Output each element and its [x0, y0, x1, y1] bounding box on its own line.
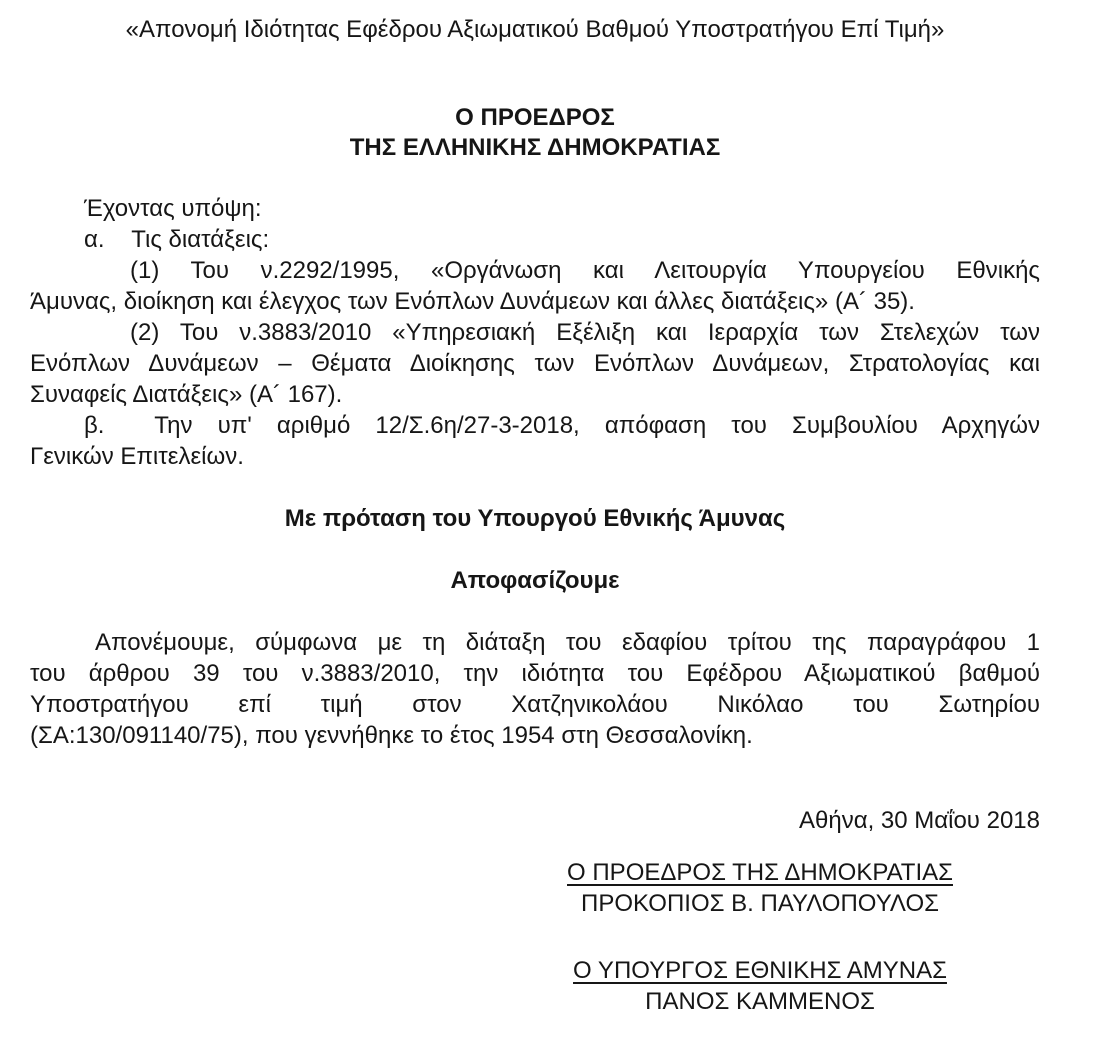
- decision-line2: του άρθρου 39 του ν.3883/2010, την ιδιότητα του Εφέδρου Αξιωματικού βαθμού: [30, 660, 1040, 687]
- place-date-line: Αθήνα, 30 Μαΐου 2018: [798, 807, 1040, 834]
- provision-2: [30, 317, 1040, 410]
- decision-word: Αποφασίζουμε: [450, 567, 620, 594]
- minister-proposal-line: Με πρόταση του Υπουργού Εθνικής Άμυνας: [284, 505, 786, 532]
- provision-1: [30, 255, 1040, 317]
- provision-1-line2: Άμυνας, διοίκηση και έλεγχος των Ενόπλων Δυνάμεων και άλλες διατάξεις» (Α´ 35).: [30, 288, 915, 315]
- minister-signature-name: ΠΑΝΟΣ ΚΑΜΜΕΝΟΣ: [645, 988, 875, 1015]
- minister-signature-title: Ο ΥΠΟΥΡΓΟΣ ΕΘΝΙΚΗΣ ΑΜΥΝΑΣ: [573, 957, 947, 984]
- decision-line3: Υποστρατήγου επί τιμή στον Χατζηνικολάου Νικόλαο του Σωτηρίου: [30, 691, 1040, 718]
- item-b-line2: Γενικών Επιτελείων.: [30, 443, 244, 470]
- decision-paragraph: [30, 627, 1040, 751]
- having-regard-line: Έχοντας υπόψη:: [84, 195, 262, 222]
- decision-line4: (ΣΑ:130/091140/75), που γεννήθηκε το έτος 1954 στη Θεσσαλονίκη.: [30, 722, 753, 749]
- item-b: [30, 410, 1040, 472]
- item-b-line1: β. Την υπ' αριθμό 12/Σ.6η/27-3-2018, απόφαση του Συμβουλίου Αρχηγών: [84, 412, 1040, 439]
- provision-2-line1: (2) Του ν.3883/2010 «Υπηρεσιακή Εξέλιξη και Ιεραρχία των Στελεχών των: [130, 319, 1040, 346]
- president-signature-title: Ο ΠΡΟΕΔΡΟΣ ΤΗΣ ΔΗΜΟΚΡΑΤΙΑΣ: [567, 859, 953, 886]
- president-signature-block: [480, 857, 1040, 919]
- preamble-section: [30, 193, 1040, 472]
- issuer-heading-line1: Ο ΠΡΟΕΔΡΟΣ: [455, 104, 615, 131]
- item-a-line: α. Τις διατάξεις:: [84, 226, 270, 253]
- minister-signature-block: [480, 955, 1040, 1017]
- issuer-heading: [30, 103, 1040, 163]
- issuer-heading-line2: ΤΗΣ ΕΛΛΗΝΙΚΗΣ ΔΗΜΟΚΡΑΤΙΑΣ: [349, 134, 721, 161]
- provision-1-line1: (1) Του ν.2292/1995, «Οργάνωση και Λειτουργία Υπουργείου Εθνικής: [130, 257, 1040, 284]
- provision-2-line3: Συναφείς Διατάξεις» (Α´ 167).: [30, 381, 343, 408]
- provision-2-line2: Ενόπλων Δυνάμεων – Θέματα Διοίκησης των Ενόπλων Δυνάμεων, Στρατολογίας και: [30, 350, 1040, 377]
- president-signature-name: ΠΡΟΚΟΠΙΟΣ Β. ΠΑΥΛΟΠΟΥΛΟΣ: [581, 890, 939, 917]
- decision-line1: Απονέμουμε, σύμφωνα με τη διάταξη του εδαφίου τρίτου της παραγράφου 1: [95, 629, 1040, 656]
- decree-subject-line: «Απονομή Ιδιότητας Εφέδρου Αξιωματικού Βαθμού Υποστρατήγου Επί Τιμή»: [125, 16, 945, 43]
